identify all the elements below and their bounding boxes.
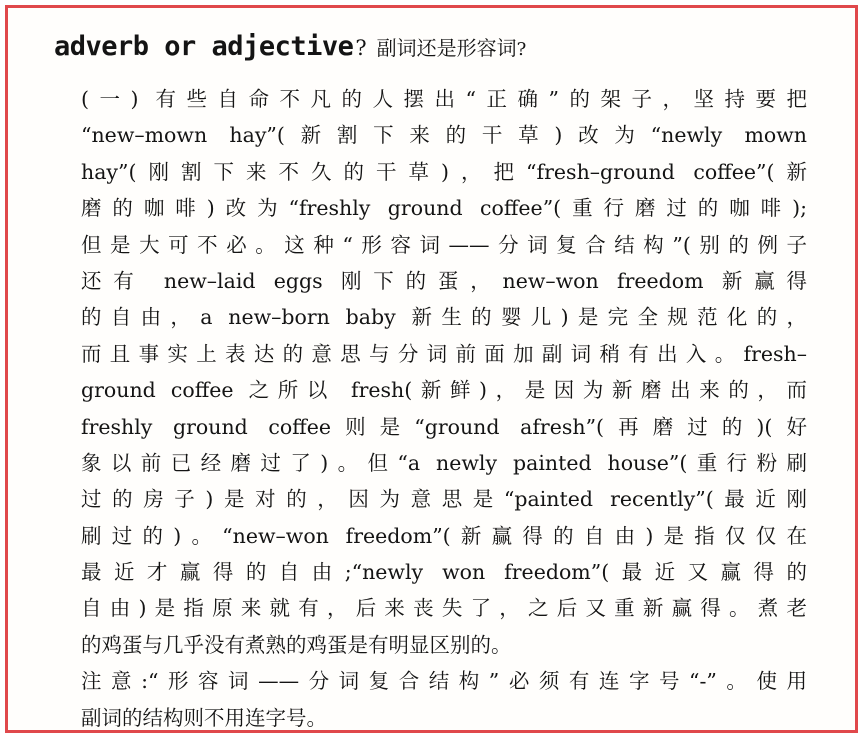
heading (54, 28, 526, 69)
text-line: hay”(刚割下来不久的干草)，把“fresh–ground coffee”(新 (81, 159, 807, 184)
note-line: 注意:“形容词——分词复合结构”必须有连字号“-”。使用 (81, 669, 807, 694)
body-paragraph (81, 81, 807, 733)
text-line: 象以前已经磨过了)。但“a newly painted house”(重行粉刷 (81, 450, 807, 475)
text-line: 的鸡蛋与几乎没有煮熟的鸡蛋是有明显区别的。 (81, 632, 512, 657)
text-line: 刷过的)。“new–won freedom”(新赢得的自由)是指仅仅在 (81, 523, 807, 548)
text-line: 过的房子)是对的，因为意思是“painted recently”(最近刚 (81, 487, 807, 512)
text-line: 但是大可不必。这种“形容词——分词复合结构”(别的例子 (81, 232, 807, 257)
text-line: 而且事实上表达的意思与分词前面加副词稍有出入。fresh– (81, 341, 807, 366)
heading-question-mark: ? (355, 36, 367, 60)
scanned-page (5, 5, 858, 733)
note-line: 副词的结构则不用连字号。 (81, 705, 327, 730)
heading-question-mark-2: ? (516, 39, 527, 60)
text-line: 还有 new–laid eggs 刚下的蛋，new–won freedom 新赢得 (81, 268, 807, 293)
text-line: (一) 有些自命不凡的人摆出“正确”的架子，坚持要把 (81, 87, 807, 111)
text-line: 自由)是指原来就有，后来丧失了，之后又重新赢得。煮老 (81, 596, 807, 621)
text-line: “new–mown hay”(新割下来的干草)改为“newly mown (81, 123, 807, 148)
text-line: freshly ground coffee则是“ground afresh”(再磨过的)(好 (81, 414, 807, 439)
text-line: 的自由，a new–born baby 新生的婴儿)是完全规范化的， (81, 305, 807, 330)
heading-english: adverb or adjective (54, 31, 354, 62)
text-line: ground coffee 之所以 fresh(新鲜)，是因为新磨出来的，而 (81, 378, 807, 403)
text-line: 磨的咖啡)改为“freshly ground coffee”(重行磨过的咖啡); (81, 196, 807, 221)
heading-chinese: 副词还是形容词 (376, 36, 517, 60)
text-line: 最近才赢得的自由;“newly won freedom”(最近又赢得的 (81, 560, 807, 585)
